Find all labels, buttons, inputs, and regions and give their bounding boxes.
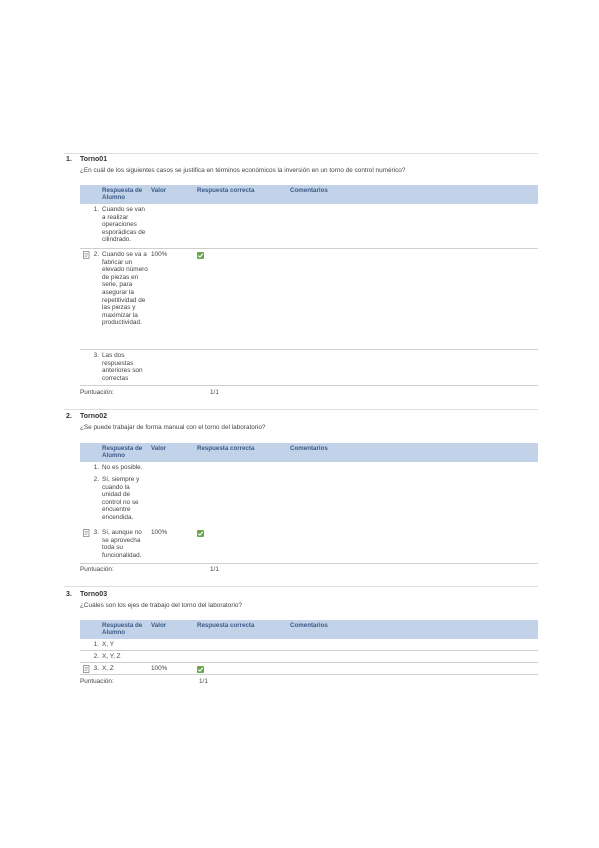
answer-index: 1.: [93, 641, 99, 648]
question-text: ¿Se puede trabajar de forma manual con el torno del laboratorio?: [80, 424, 266, 431]
divider: [64, 586, 538, 587]
question-1: [64, 153, 538, 408]
answer-text: Sí, aunque no se aprovecha toda su funcionalidad.: [102, 529, 142, 559]
answer-index: 2.: [93, 476, 99, 483]
correct-check-icon: [197, 666, 204, 673]
answer-value: 100%: [151, 251, 168, 258]
score-value: 1/1: [199, 678, 208, 685]
table-header: [80, 185, 538, 204]
answer-text: X, Y: [102, 641, 114, 648]
question-number: 1.: [66, 156, 72, 163]
col-correcta: Respuesta correcta: [197, 445, 255, 452]
answer-index: 3.: [93, 352, 99, 359]
student-answer-icon: [83, 665, 90, 673]
table-row: [80, 527, 538, 564]
score-label: Puntuación:: [80, 678, 114, 685]
col-comentarios: Comentarios: [290, 622, 328, 629]
col-comentarios: Comentarios: [290, 187, 328, 194]
table-header: [80, 443, 538, 462]
question-title: Torno02: [80, 413, 108, 420]
answer-text: Las dos respuestas anteriores son correctas: [102, 352, 143, 382]
table-row: [80, 474, 538, 526]
answer-table: [80, 620, 538, 675]
answer-index: 3.: [93, 529, 99, 536]
col-correcta: Respuesta correcta: [197, 622, 255, 629]
col-valor: Valor: [151, 445, 167, 452]
col-comentarios: Comentarios: [290, 445, 328, 452]
question-text: ¿En cuál de los siguientes casos se justifica en términos económicos la inversión en un torno de control numérico?: [80, 167, 406, 174]
answer-index: 1.: [93, 206, 99, 213]
question-title: Torno01: [80, 156, 108, 163]
question-title: Torno03: [80, 591, 108, 598]
table-row: [80, 651, 538, 663]
question-number: 3.: [66, 591, 72, 598]
question-text: ¿Cuáles son los ejes de trabajo del torno del laboratorio?: [80, 602, 242, 609]
answer-table: [80, 443, 538, 573]
answer-index: 1.: [93, 464, 99, 471]
question-3: [64, 588, 538, 688]
answer-index: 3.: [93, 665, 99, 672]
table-row: [80, 249, 538, 350]
col-correcta: Respuesta correcta: [197, 187, 255, 194]
student-answer-icon: [83, 251, 90, 259]
col-valor: Valor: [151, 622, 167, 629]
answer-text: X, Z: [102, 665, 114, 672]
answer-value: 100%: [151, 529, 168, 536]
table-row: [80, 462, 538, 473]
answer-index: 2.: [93, 251, 99, 258]
answer-text: Cuando se van a realizar operaciones esporádicas de cilindrado.: [102, 206, 146, 244]
answer-text: No es posible.: [102, 464, 143, 471]
answer-value: 100%: [151, 665, 168, 672]
col-respuesta: Respuesta de Alumno: [102, 622, 143, 636]
question-number: 2.: [66, 413, 72, 420]
score-label: Puntuación:: [80, 566, 114, 573]
student-answer-icon: [83, 529, 90, 537]
table-row: [80, 639, 538, 651]
col-valor: Valor: [151, 187, 167, 194]
answer-text: X, Y, Z: [102, 653, 121, 660]
divider: [64, 153, 538, 154]
answer-table: [80, 185, 538, 385]
table-row: [80, 350, 538, 386]
table-header: [80, 620, 538, 639]
score-value: 1/1: [210, 389, 219, 396]
correct-check-icon: [197, 530, 204, 537]
answer-text: Sí, siempre y cuando la unidad de control no se encuentre encendida.: [102, 476, 140, 521]
table-row: [80, 663, 538, 675]
answer-index: 2.: [93, 653, 99, 660]
table-row: [80, 204, 538, 249]
score-label: Puntuación:: [80, 389, 114, 396]
question-2: [64, 410, 538, 586]
answer-text: Cuando se va a fabricar un elevado número de piezas en serie, para asegurar la repetitividad de las piezas y maximizar la productividad.: [102, 251, 148, 327]
correct-check-icon: [197, 252, 204, 259]
col-respuesta: Respuesta de Alumno: [102, 445, 143, 459]
col-respuesta: Respuesta de Alumno: [102, 187, 143, 201]
score-value: 1/1: [210, 566, 219, 573]
